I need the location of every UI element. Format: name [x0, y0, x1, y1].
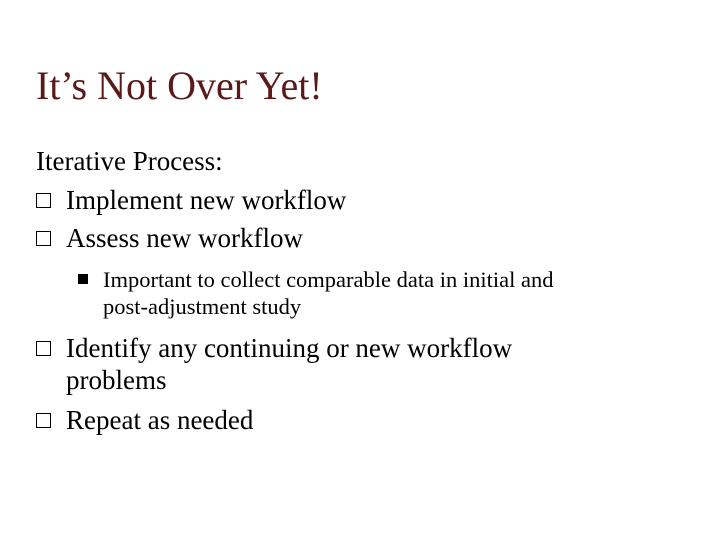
bullet-text-line1: Identify any continuing or new workflow: [66, 333, 513, 363]
sub-bullet-text-line1: Important to collect comparable data in initial and: [103, 267, 554, 292]
bullet-text-line2: problems: [66, 365, 167, 395]
checkbox-icon: [36, 193, 51, 208]
bullet-identify: [36, 332, 686, 396]
bullet-text: Repeat as needed: [66, 405, 254, 435]
slide-title: It’s Not Over Yet!: [36, 63, 323, 108]
intro-text: Iterative Process:: [36, 146, 223, 176]
sub-bullet-important: [36, 266, 686, 320]
sub-bullet-text-line2: post-adjustment study: [103, 294, 302, 319]
bullet-text: Assess new workflow: [66, 223, 303, 253]
bullet-repeat: [36, 404, 686, 436]
bullet-assess: [36, 222, 686, 254]
checkbox-icon: [36, 231, 51, 246]
checkbox-icon: [36, 413, 51, 428]
slide-body: [36, 145, 686, 436]
checkbox-icon: [36, 341, 51, 356]
bullet-text: Implement new workflow: [66, 185, 347, 215]
square-bullet-icon: [78, 274, 88, 284]
bullet-implement: [36, 184, 686, 216]
